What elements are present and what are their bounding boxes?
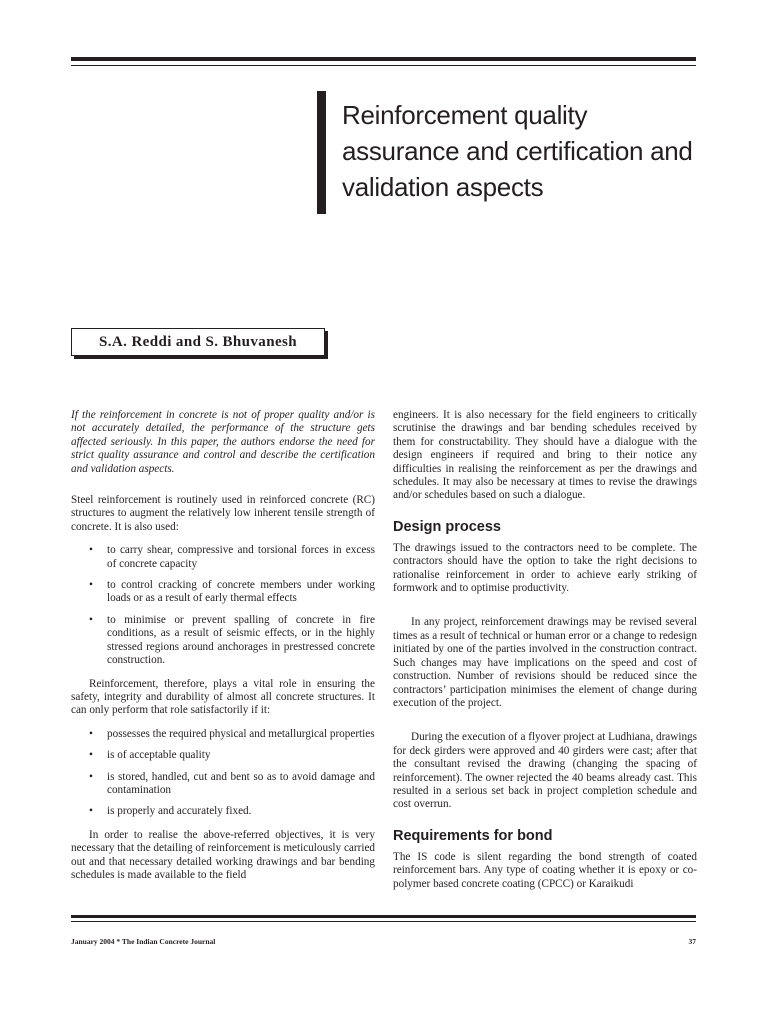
bullet-icon: • [89, 805, 93, 818]
left-column [71, 409, 375, 882]
design-process-heading: Design process [393, 518, 501, 535]
intro-paragraph: Steel reinforcement is routinely used in reinforced concrete (RC) structures to augment the relatively low inherent tensile strength of concrete. It is also used: [71, 494, 375, 533]
bullet-icon: • [89, 579, 93, 592]
bullet-icon: • [89, 749, 93, 762]
journal-citation: January 2004 * The Indian Concrete Journal [71, 937, 216, 946]
bullet-icon: • [89, 544, 93, 557]
bullet-icon: • [89, 770, 93, 783]
abstract: If the reinforcement in concrete is not of proper quality and/or is not accurately detailed, the performance of the structure gets affected seriously. In this paper, the authors endorse the need for strict quality assurance and control and describe the certification and validation aspects. [71, 409, 375, 475]
list-item: • is stored, handled, cut and bent so as to avoid damage and contamination [89, 770, 375, 796]
bond-requirements-heading: Requirements for bond [393, 827, 553, 844]
footer-rule-thin [71, 921, 696, 922]
header-rule-thin [71, 65, 696, 66]
list-item: • to minimise or prevent spalling of concrete in fire conditions, as a result of seismic effects, or in the highly stressed regions around anchorages in prestressed concrete construction. [89, 613, 375, 667]
author-box: S.A. Reddi and S. Bhuvanesh [71, 328, 325, 356]
design-paragraph-3: During the execution of a flyover project at Ludhiana, drawings for deck girders were approved and 40 girders were cast; after that the consultant revised the drawing (changing the spacing of reinforcement). The owner rejected the 40 beams already cast. This resulted in a serious set back in project completion schedule and cost overrun. [393, 731, 697, 811]
footer-rule-thick [71, 915, 696, 918]
design-paragraph-1: The drawings issued to the contractors need to be complete. The contractors should have the option to take the right decisions to rationalise reinforcement in order to achieve early striking of formwork and to optimise productivity. [393, 541, 697, 595]
role-paragraph: Reinforcement, therefore, plays a vital role in ensuring the safety, integrity and durability of almost all concrete structures. It can only perform that role satisfactorily if it: [71, 677, 375, 717]
continuation-paragraph: engineers. It is also necessary for the field engineers to critically scrutinise the drawings and bar bending schedules received by them for constructability. They should have a dialogue with the design engineers if required and bring to their notice any difficulties in realising the reinforcement as per the drawings and schedules. It may also be necessary at times to revise the drawings and/or schedules based on such a dialogue. [393, 409, 697, 502]
list-item: • is properly and accurately fixed. [89, 805, 252, 818]
detailing-paragraph: In order to realise the above-referred objectives, it is very necessary that the detailing of reinforcement is meticulously carried out and that necessary detailed working drawings and bar bending schedules is made available to the field [71, 828, 375, 881]
list-item: • to control cracking of concrete members under working loads or as a result of early thermal effects [89, 579, 375, 605]
uses-list [71, 544, 375, 667]
title-accent-bar [317, 91, 326, 214]
design-paragraph-2: In any project, reinforcement drawings may be revised several times as a result of technical or human error or a change to redesign initiated by one of the parties involved in the construction contract. Such changes may have implications on the speed and cost of construction. Number of revisions should be reduced since the contractors’ participation minimises the element of change during execution of the project. [393, 616, 697, 709]
bullet-icon: • [89, 727, 93, 740]
list-item: • possesses the required physical and metallurgical properties [89, 727, 375, 740]
header-rule-thick [71, 57, 696, 61]
page-number: 37 [688, 937, 696, 946]
conditions-list [71, 728, 375, 819]
list-item: • is of acceptable quality [89, 749, 211, 762]
article-title: Reinforcement quality assurance and certification and validation aspects [342, 100, 693, 202]
right-column [393, 409, 697, 891]
list-item: • to carry shear, compressive and torsional forces in excess of concrete capacity [89, 544, 375, 570]
bond-paragraph: The IS code is silent regarding the bond strength of coated reinforcement bars. Any type of coating whether it is epoxy or co-polymer based concrete coating (CPCC) or Karaikudi [393, 850, 697, 890]
bullet-icon: • [89, 613, 93, 626]
